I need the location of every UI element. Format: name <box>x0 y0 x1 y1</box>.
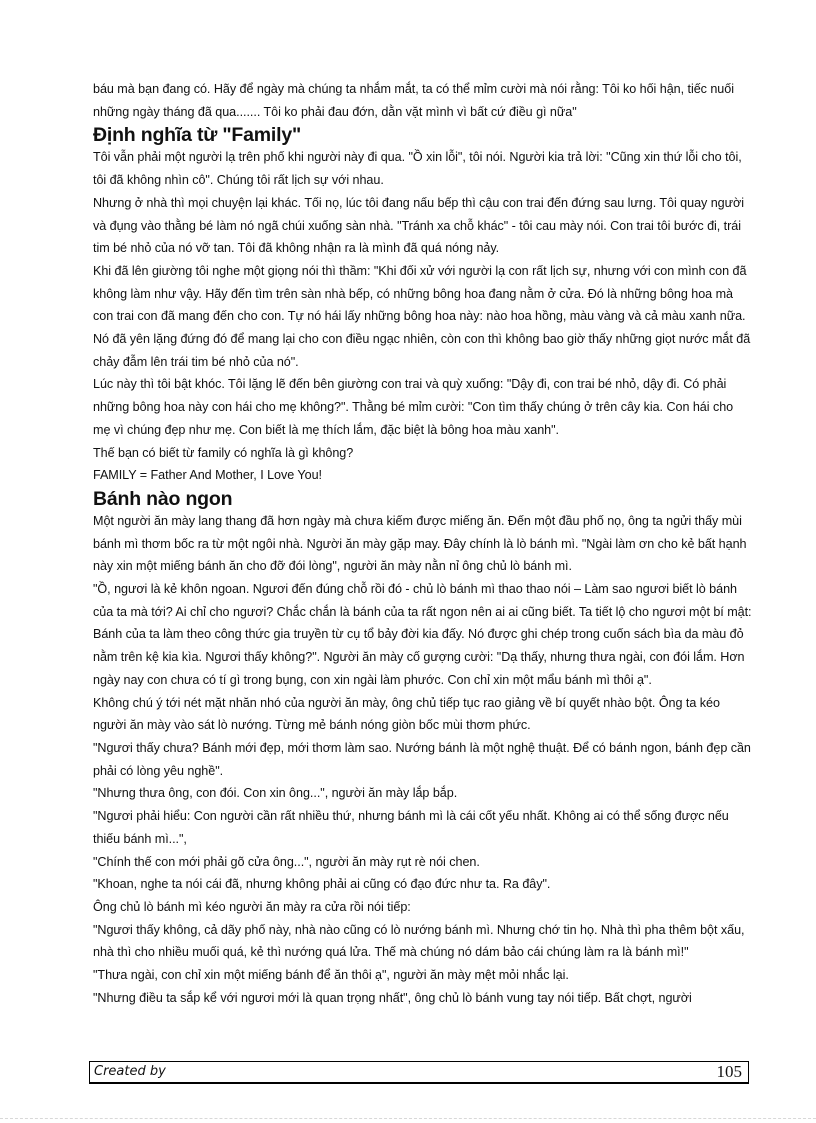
paragraph: Khi đã lên giường tôi nghe một giọng nói thì thầm: "Khi đối xử với người lạ con rất lịch sự, nhưng với con mình con đã không làm như vậy. Hãy đến tìm trên sàn nhà bếp, có những bông hoa đang nằm ở cửa. Đó là những bông hoa mà con trai con đã mang đến cho con. Tự nó hái lấy những bông hoa này: nào hoa hồng, màu vàng và cả màu xanh nữa. Nó đã yên lặng đứng đó để mang lại cho con điều ngạc nhiên, còn con thì không bao giờ thấy những giọt nước mắt đã chảy đẫm lên trái tim bé nhỏ của nó". <box>93 263 751 369</box>
paragraph: "Khoan, nghe ta nói cái đã, nhưng không phải ai cũng có đạo đức như ta. Ra đây". <box>93 877 551 892</box>
page-edge-divider <box>0 1118 816 1119</box>
paragraph: Nhưng ở nhà thì mọi chuyện lại khác. Tối nọ, lúc tôi đang nấu bếp thì cậu con trai đến đứng sau lưng. Tôi quay người và đụng vào thằng bé làm nó ngã chúi xuống sàn nhà. "Tránh xa chỗ khác" - tôi cau mày nói. Con trai tôi bước đi, trái tim bé nhỏ của nó vỡ tan. Tôi đã không nhận ra là mình đã quá nóng nảy. <box>93 195 744 256</box>
page-footer <box>89 1061 749 1084</box>
paragraph: Một người ăn mày lang thang đã hơn ngày mà chưa kiếm được miếng ăn. Đến một đầu phố nọ, ông ta ngửi thấy mùi bánh mì thơm bốc ra từ một ngôi nhà. Người ăn mày gặp may. Đây chính là lò bánh mì. "Ngài làm ơn cho kẻ bất hạnh này xin một miếng bánh ăn cho đỡ đói lòng", người ăn mày nằn nỉ ông chủ lò bánh mì. <box>93 513 747 574</box>
footer-credit: Created by <box>94 1064 166 1079</box>
paragraph: "Nhưng thưa ông, con đói. Con xin ông...", người ăn mày lắp bắp. <box>93 786 458 801</box>
paragraph-continuation: báu mà bạn đang có. Hãy để ngày mà chúng ta nhắm mắt, ta có thể mỉm cười mà nói rằng: Tôi ko hối hận, tiếc nuối những ngày tháng đã qua....... Tôi ko phải đau đớn, dằn vặt mình vì bất cứ điều gì nữa" <box>93 82 734 119</box>
section-heading-banh-nao-ngon: Bánh nào ngon <box>93 487 233 510</box>
paragraph: "Ngươi thấy không, cả dãy phố này, nhà nào cũng có lò nướng bánh mì. Nhưng chớ tin họ. Nhà thì pha thêm bột xấu, nhà thì cho nhiều muối quá, kẻ thì nướng quá lửa. Thế mà chúng nó dám bảo cái chúng làm ra là bánh mì!" <box>93 922 745 960</box>
paragraph: "Ngươi phải hiểu: Con người cần rất nhiều thứ, nhưng bánh mì là cái cốt yếu nhất. Không ai có thể sống được nếu thiếu bánh mì...", <box>93 809 729 846</box>
paragraph: "Ồ, ngươi là kẻ khôn ngoan. Ngươi đến đúng chỗ rồi đó - chủ lò bánh mì thao thao nói – Làm sao ngươi biết lò bánh của ta mà tới? Ai chỉ cho ngươi? Chắc chắn là bánh của ta rất ngon nên ai ai cũng biết. Ta tiết lộ cho ngươi một bí mật: Bánh của ta làm theo công thức gia truyền từ cụ tổ bảy đời kia đấy. Nó được ghi chép trong cuốn sách bìa da màu đỏ nằm trên kệ kia kìa. Ngươi thấy không?". Người ăn mày cố gượng cười: "Dạ thấy, nhưng thưa ngài, con đói lắm. Hơn ngày nay con chưa có tí gì trong bụng, con xin ngài làm phước. Con chỉ xin một mẩu bánh mì thôi ạ". <box>93 582 752 687</box>
paragraph: Lúc này thì tôi bật khóc. Tôi lặng lẽ đến bên giường con trai và quỳ xuống: "Dậy đi, con trai bé nhỏ, dậy đi. Có phải những bông hoa này con hái cho mẹ không?". Thằng bé mỉm cười: "Con tìm thấy chúng ở trên cây kia. Con hái cho mẹ vì chúng đẹp như mẹ. Con biết là mẹ thích lắm, đặc biệt là bông hoa màu xanh". <box>93 377 734 437</box>
paragraph-family-acronym: FAMILY = Father And Mother, I Love You! <box>93 468 322 483</box>
section-heading-family: Định nghĩa từ "Family" <box>93 124 302 147</box>
paragraph: "Thưa ngài, con chỉ xin một miếng bánh để ăn thôi ạ", người ăn mày mệt mỏi nhắc lại. <box>93 968 569 983</box>
page-number: 105 <box>716 1062 742 1081</box>
paragraph: Ông chủ lò bánh mì kéo người ăn mày ra cửa rồi nói tiếp: <box>93 899 411 914</box>
paragraph-continues: "Nhưng điều ta sắp kể với ngươi mới là quan trọng nhất", ông chủ lò bánh vung tay nói tiếp. Bất chợt, người <box>93 990 692 1005</box>
paragraph: Không chú ý tới nét mặt nhăn nhó của người ăn mày, ông chủ tiếp tục rao giảng về bí quyết nhào bột. Ông ta kéo người ăn mày vào sát lò nướng. Từng mẻ bánh nóng giòn bốc mùi thơm phức. <box>93 695 720 733</box>
paragraph: Tôi vẫn phải một người lạ trên phố khi người này đi qua. "Ồ xin lỗi", tôi nói. Người kia trả lời: "Cũng xin thứ lỗi cho tôi, tôi đã không nhìn cô". Chúng tôi rất lịch sự với nhau. <box>93 150 742 188</box>
paragraph: "Ngươi thấy chưa? Bánh mới đẹp, mới thơm làm sao. Nướng bánh là một nghệ thuật. Để có bánh ngon, bánh đẹp cần phải có lòng yêu nghề". <box>93 740 751 778</box>
page-body <box>93 78 753 1009</box>
paragraph: Thế bạn có biết từ family có nghĩa là gì không? <box>93 445 354 460</box>
paragraph: "Chính thế con mới phải gõ cửa ông...", người ăn mày rụt rè nói chen. <box>93 854 480 869</box>
